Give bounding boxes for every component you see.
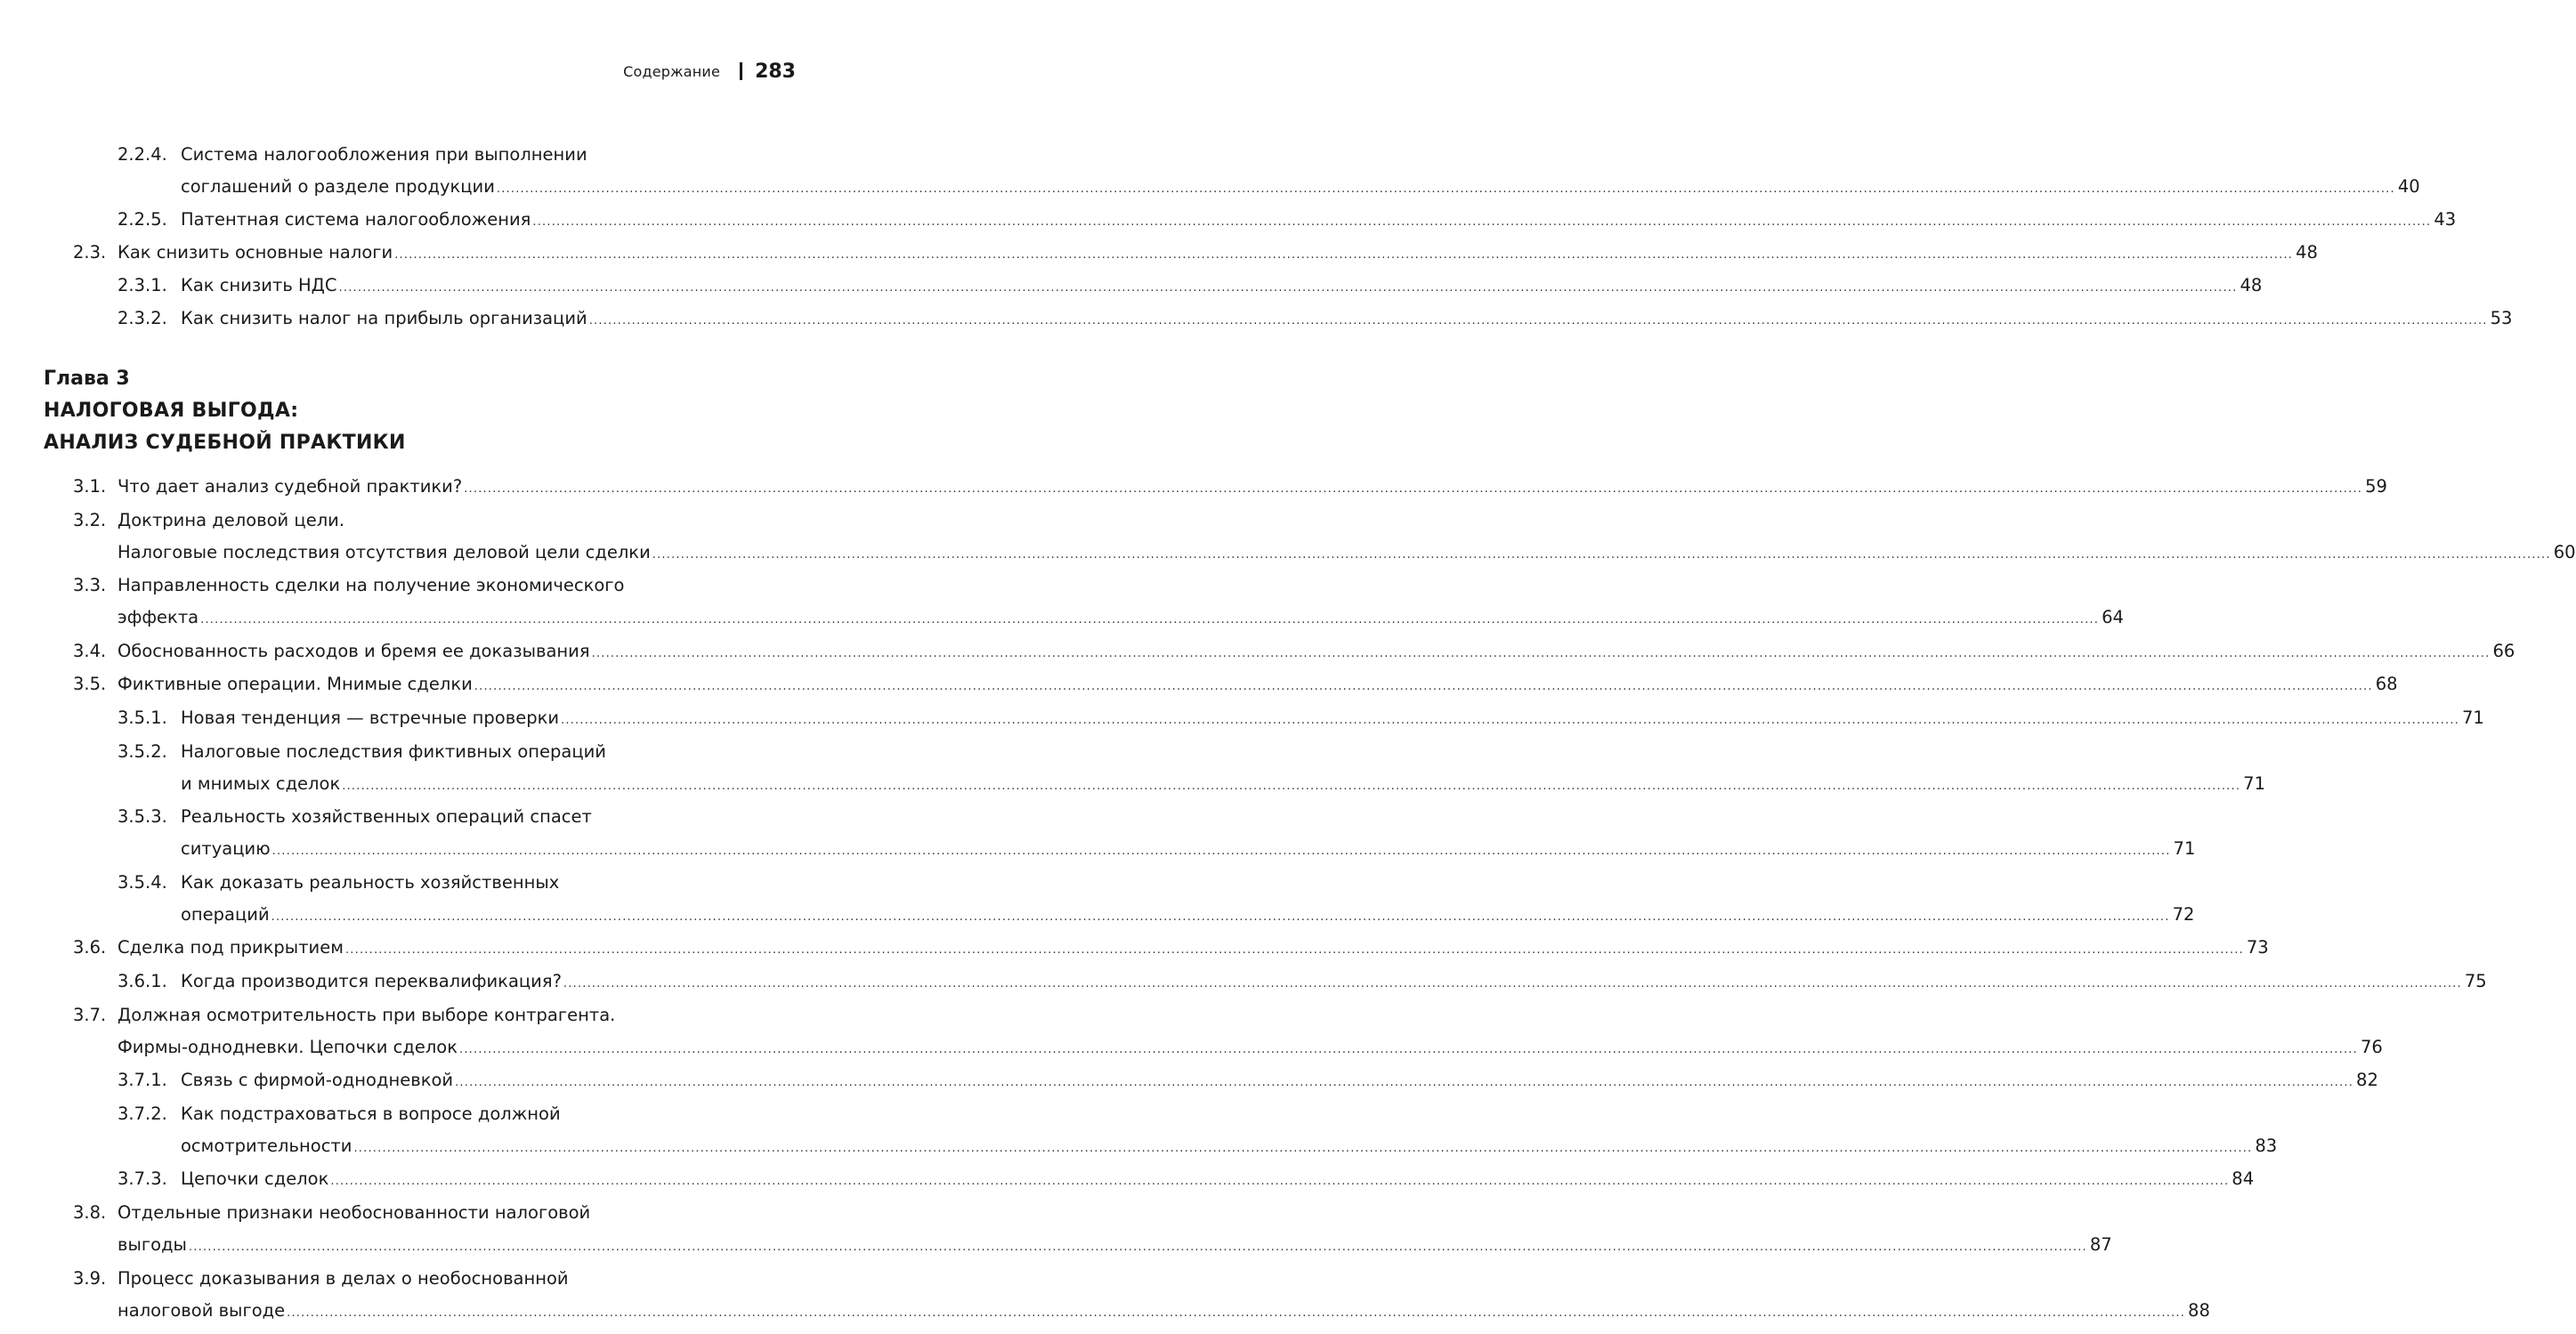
dot-leader: ................................................................................................................................................................................................................................................................................................................................................................................................................ — [287, 1306, 2186, 1320]
toc-entry — [117, 270, 2263, 302]
toc-entry-page: 71 — [2173, 838, 2196, 860]
toc-entry-page: 76 — [2360, 1036, 2383, 1057]
dot-leader: ................................................................................................................................................................................................................................................................................................................................................................................................................ — [464, 482, 2363, 496]
toc-entry-title-line: ситуацию — [181, 838, 271, 860]
toc-entry-title-line: осмотрительности — [181, 1135, 352, 1156]
toc-entry — [73, 999, 2383, 1063]
toc-entry-title-line: Связь с фирмой-однодневкой — [181, 1070, 454, 1091]
toc-entry-page: 64 — [2102, 607, 2124, 628]
toc-entry-leader-line — [117, 1295, 2210, 1330]
dot-leader: ................................................................................................................................................................................................................................................................................................................................................................................................................ — [561, 714, 2459, 727]
toc-entry-number: 3.7. — [73, 1004, 107, 1025]
toc-entry-number: 3.1. — [73, 476, 107, 497]
dot-leader: ................................................................................................................................................................................................................................................................................................................................................................................................................ — [394, 248, 2294, 262]
toc-entry-leader-line — [117, 668, 2398, 703]
dot-leader: ................................................................................................................................................................................................................................................................................................................................................................................................................ — [353, 1141, 2253, 1155]
toc-entry-title-line: Система налогообложения при выполнении — [181, 144, 587, 165]
toc-entry-title-line: налоговой выгоде — [117, 1299, 286, 1321]
toc-entry-number: 3.5. — [73, 674, 107, 695]
toc-entry-title-line: Обоснованность расходов и бремя ее доказывания — [117, 640, 590, 661]
toc-entry-title-line: Как снизить НДС — [181, 275, 337, 295]
toc-entry-title-line: соглашений о разделе продукции — [181, 176, 495, 197]
toc-entry — [73, 1263, 2210, 1327]
chapter-title-line-1: НАЛОГОВАЯ ВЫГОДА: — [44, 400, 299, 422]
toc-entry-number: 3.5.2. — [117, 740, 167, 762]
dot-leader: ................................................................................................................................................................................................................................................................................................................................................................................................................ — [344, 943, 2244, 958]
dot-leader: ................................................................................................................................................................................................................................................................................................................................................................................................................ — [330, 1175, 2230, 1189]
toc-entry — [117, 204, 2457, 236]
toc-entry — [117, 303, 2513, 335]
toc-entry-number: 3.2. — [73, 509, 107, 530]
toc-entry-page: 48 — [2240, 275, 2263, 295]
toc-entry-page: 66 — [2492, 640, 2515, 661]
toc-entry — [117, 966, 2487, 998]
toc-entry-title-line: Как доказать реальность хозяйственных — [181, 871, 560, 893]
toc-entry — [73, 932, 2269, 964]
toc-entry — [117, 736, 2265, 800]
dot-leader: ................................................................................................................................................................................................................................................................................................................................................................................................................ — [338, 281, 2238, 295]
toc-entry-number: 3.7.2. — [117, 1103, 167, 1124]
toc-entry — [73, 505, 2576, 569]
toc-entry-title-line: Должная осмотрительность при выборе контрагента. — [117, 1004, 616, 1025]
dot-leader: ................................................................................................................................................................................................................................................................................................................................................................................................................ — [200, 613, 2100, 627]
toc-entry-page: 82 — [2356, 1070, 2378, 1091]
dot-leader: ................................................................................................................................................................................................................................................................................................................................................................................................................ — [532, 215, 2432, 229]
toc-entry-title-line: Реальность хозяйственных операций спасет — [181, 806, 592, 828]
toc-entry-number: 3.6.1. — [117, 971, 167, 991]
toc-entry-leader-line — [181, 1163, 2255, 1198]
toc-entry-title-line: Фирмы-однодневки. Цепочки сделок — [117, 1036, 458, 1057]
toc-entry-title-line: выгоды — [117, 1234, 187, 1255]
toc-entry-page: 60 — [2553, 541, 2576, 562]
toc-entry-leader-line — [181, 171, 2420, 206]
dot-leader: ................................................................................................................................................................................................................................................................................................................................................................................................................ — [591, 646, 2491, 660]
dot-leader: ................................................................................................................................................................................................................................................................................................................................................................................................................ — [188, 1241, 2087, 1254]
toc-entry-leader-line — [181, 833, 2196, 868]
dot-leader: ................................................................................................................................................................................................................................................................................................................................................................................................................ — [271, 845, 2171, 859]
toc-entry-title-line: Направленность сделки на получение экономического — [117, 575, 625, 596]
dot-leader: ................................................................................................................................................................................................................................................................................................................................................................................................................ — [588, 314, 2488, 327]
toc-entry-number: 3.5.4. — [117, 871, 167, 893]
toc-entry-title-line: Новая тенденция — встречные проверки — [181, 707, 560, 728]
toc-entry-leader-line — [181, 270, 2263, 304]
toc-entry-number: 3.4. — [73, 640, 107, 661]
toc-entry-number: 3.6. — [73, 937, 107, 958]
dot-leader: ................................................................................................................................................................................................................................................................................................................................................................................................................ — [459, 1042, 2358, 1056]
toc-entry — [117, 139, 2420, 203]
toc-entry-title-line: Налоговые последствия фиктивных операций — [181, 740, 606, 762]
dot-leader: ................................................................................................................................................................................................................................................................................................................................................................................................................ — [474, 680, 2373, 694]
toc-entry-page: 43 — [2434, 209, 2457, 230]
toc-entry-title-line: операций — [181, 903, 270, 925]
toc-entry-leader-line — [117, 1031, 2383, 1066]
toc-entry-page: 48 — [2296, 242, 2318, 263]
toc-entry-title-line: и мнимых сделок — [181, 772, 341, 794]
toc-entry-title-line: Сделка под прикрытием — [117, 937, 344, 958]
toc-entry-title-line: Процесс доказывания в делах о необоснованной — [117, 1267, 569, 1289]
toc-entry-title-line: Фиктивные операции. Мнимые сделки — [117, 674, 473, 695]
toc-entry-leader-line — [117, 602, 2124, 636]
toc-entry-title-line: Патентная система налогообложения — [181, 209, 531, 230]
toc-entry-leader-line — [117, 537, 2576, 571]
toc-entry-title-line: Доктрина деловой цели. — [117, 509, 345, 530]
toc-entry-page: 71 — [2462, 707, 2484, 728]
toc-entry — [117, 1163, 2255, 1195]
running-head-section: Содержание — [623, 62, 721, 80]
toc-entry-title-line: Цепочки сделок — [181, 1168, 329, 1190]
toc-entry — [73, 635, 2515, 667]
chapter-title-line-2: АНАЛИЗ СУДЕБНОЙ ПРАКТИКИ — [44, 432, 406, 454]
toc-entry-page: 84 — [2232, 1168, 2255, 1190]
toc-entry-number: 2.3.2. — [117, 308, 167, 328]
toc-entry-page: 53 — [2490, 308, 2513, 328]
toc-entry-page: 88 — [2188, 1299, 2210, 1321]
chapter-label: Глава 3 — [44, 368, 130, 390]
toc-entry-number: 3.5.3. — [117, 806, 167, 828]
toc-entry-leader-line — [181, 1130, 2278, 1165]
toc-entry — [117, 867, 2195, 931]
toc-entry-leader-line — [181, 966, 2487, 1000]
toc-entry-title-line: Как подстраховаться в вопросе должной — [181, 1103, 561, 1124]
toc-entry-leader-line — [181, 1064, 2378, 1099]
toc-entry-number: 3.7.1. — [117, 1070, 167, 1091]
toc-entry — [117, 702, 2484, 734]
toc-entry — [117, 1098, 2278, 1162]
toc-entry-leader-line — [117, 1229, 2112, 1264]
toc-entry — [73, 237, 2318, 269]
toc-entry-title-line: Как снизить основные налоги — [117, 242, 393, 263]
toc-entry-page: 72 — [2172, 903, 2195, 925]
toc-entry-page: 83 — [2255, 1135, 2278, 1156]
toc-entry — [117, 801, 2196, 865]
toc-entry-leader-line — [117, 471, 2387, 505]
chapter-heading — [44, 363, 406, 459]
toc-entry-leader-line — [181, 899, 2195, 934]
toc-entry-leader-line — [181, 303, 2513, 337]
dot-leader: ................................................................................................................................................................................................................................................................................................................................................................................................................ — [271, 910, 2170, 924]
toc-entry-number: 2.3. — [73, 242, 107, 263]
toc-entry-title-line: Отдельные признаки необоснованности налоговой — [117, 1202, 591, 1223]
toc-entry — [73, 668, 2398, 700]
toc-entry-page: 87 — [2089, 1234, 2112, 1255]
toc-entry-title-line: эффекта — [117, 607, 199, 628]
toc-entry-leader-line — [181, 204, 2457, 239]
toc-entry-number: 3.8. — [73, 1202, 107, 1223]
toc-entry-number: 2.2.5. — [117, 209, 167, 230]
toc-entry-leader-line — [117, 237, 2318, 271]
toc-entry-page: 73 — [2246, 937, 2269, 958]
toc-entry-page: 75 — [2464, 971, 2487, 991]
toc-entry-number: 2.2.4. — [117, 144, 167, 165]
toc-entry-number: 3.5.1. — [117, 707, 167, 728]
toc-entry-leader-line — [181, 768, 2265, 803]
dot-leader: ................................................................................................................................................................................................................................................................................................................................................................................................................ — [455, 1076, 2354, 1090]
toc-entry-title-line: Когда производится переквалификация? — [181, 971, 562, 991]
toc-entry-number: 3.7.3. — [117, 1168, 167, 1190]
toc-entry-leader-line — [181, 702, 2484, 737]
toc-entry-page: 71 — [2243, 772, 2265, 794]
toc-entry-page: 68 — [2375, 674, 2398, 695]
toc-entry — [73, 570, 2124, 634]
toc-entry-title-line: Что дает анализ судебной практики? — [117, 476, 463, 497]
toc-entry-leader-line — [117, 932, 2269, 966]
toc-entry — [73, 1197, 2112, 1261]
toc-entry-number: 3.3. — [73, 575, 107, 596]
dot-leader: ................................................................................................................................................................................................................................................................................................................................................................................................................ — [563, 977, 2462, 990]
toc-entry — [117, 1064, 2378, 1096]
dot-leader: ................................................................................................................................................................................................................................................................................................................................................................................................................ — [652, 547, 2551, 562]
toc-entry-page: 59 — [2365, 476, 2387, 497]
dot-leader: ................................................................................................................................................................................................................................................................................................................................................................................................................ — [342, 779, 2241, 793]
toc-entry-leader-line — [117, 635, 2515, 670]
dot-leader: ................................................................................................................................................................................................................................................................................................................................................................................................................ — [496, 182, 2395, 196]
toc-entry-number: 2.3.1. — [117, 275, 167, 295]
toc-entry-title-line: Как снизить налог на прибыль организаций — [181, 308, 587, 328]
toc-entry-number: 3.9. — [73, 1267, 107, 1289]
toc-entry-page: 40 — [2397, 176, 2420, 197]
toc-entry — [73, 471, 2387, 503]
toc-entry-title-line: Налоговые последствия отсутствия деловой цели сделки — [117, 541, 651, 562]
page-number: 283 — [755, 60, 796, 83]
